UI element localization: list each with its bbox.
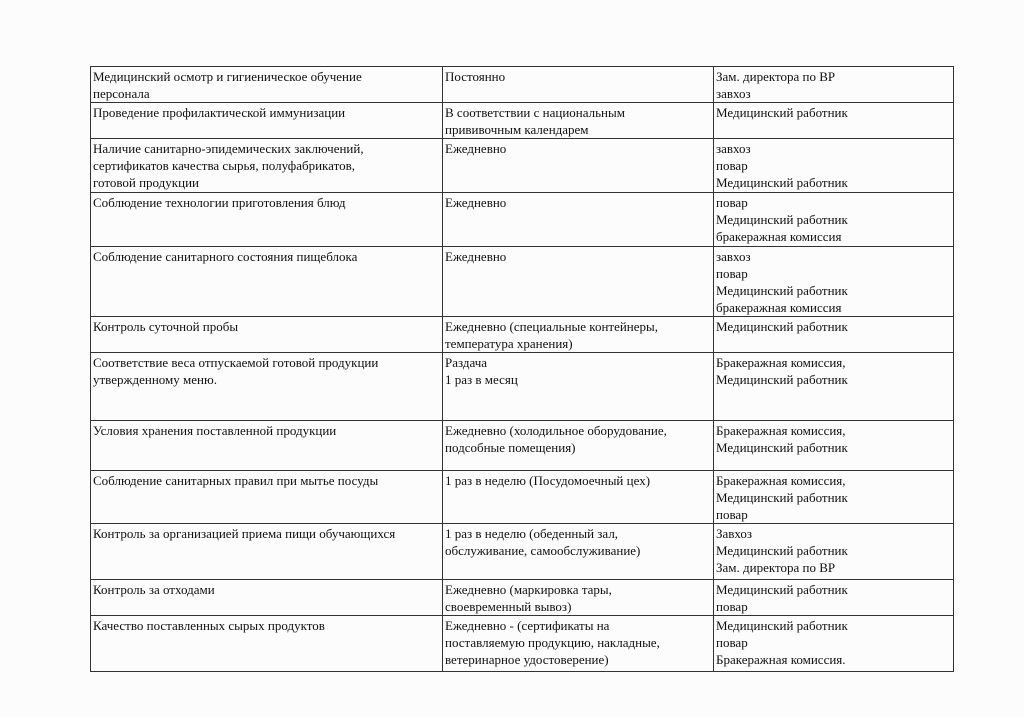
responsible-cell [714, 524, 954, 580]
table-row [91, 193, 954, 247]
cell-text-line: ветеринарное удостоверение) [445, 652, 609, 667]
table-row [91, 103, 954, 139]
table-row [91, 247, 954, 317]
cell-text-line: бракеражная комиссия [716, 300, 842, 315]
frequency-cell [443, 580, 714, 616]
cell-text-line: повар [716, 158, 748, 173]
cell-text-line: обслуживание, самообслуживание) [445, 543, 641, 558]
frequency-cell [443, 353, 714, 421]
control-item-cell [91, 67, 443, 103]
cell-text-line: Медицинский работник [716, 212, 848, 227]
control-item-cell [91, 580, 443, 616]
cell-text-line: 1 раз в неделю (Посудомоечный цех) [445, 473, 651, 488]
cell-text-line: В соответствии с национальным [445, 105, 625, 120]
cell-text-line: подсобные помещения) [445, 440, 576, 455]
control-item-cell [91, 524, 443, 580]
cell-text-line: Медицинский работник [716, 283, 848, 298]
cell-text-line: повар [716, 507, 748, 522]
responsible-cell [714, 421, 954, 471]
control-table [90, 66, 954, 672]
control-item-cell [91, 471, 443, 524]
cell-text-line: Проведение профилактической иммунизации [93, 105, 346, 120]
cell-text-line: завхоз [716, 141, 751, 156]
cell-text-line: персонала [93, 86, 150, 101]
cell-text-line: Наличие санитарно-эпидемических заключений, [93, 141, 364, 156]
cell-text-line: 1 раз в месяц [445, 372, 518, 387]
cell-text-line: повар [716, 599, 748, 614]
responsible-cell [714, 471, 954, 524]
cell-text-line: Медицинский работник [716, 543, 848, 558]
table-row [91, 67, 954, 103]
frequency-cell [443, 67, 714, 103]
frequency-cell [443, 524, 714, 580]
cell-text-line: Медицинский работник [716, 490, 848, 505]
cell-text-line: Ежедневно (специальные контейнеры, [445, 319, 659, 334]
cell-text-line: Бракеражная комиссия. [716, 652, 846, 667]
cell-text-line: утвержденному меню. [93, 372, 217, 387]
frequency-cell [443, 421, 714, 471]
responsible-cell [714, 353, 954, 421]
cell-text-line: завхоз [716, 249, 751, 264]
table-row [91, 421, 954, 471]
cell-text-line: Ежедневно [445, 249, 507, 264]
cell-text-line: повар [716, 266, 748, 281]
cell-text-line: Ежедневно - (сертификаты на [445, 618, 610, 633]
frequency-cell [443, 193, 714, 247]
cell-text-line: Соответствие веса отпускаемой готовой продукции [93, 355, 379, 370]
cell-text-line: температура хранения) [445, 336, 573, 351]
cell-text-line: бракеражная комиссия [716, 229, 842, 244]
cell-text-line: Медицинский осмотр и гигиеническое обучение [93, 69, 362, 84]
cell-text-line: Ежедневно (холодильное оборудование, [445, 423, 667, 438]
control-item-cell [91, 139, 443, 193]
cell-text-line: Соблюдение санитарных правил при мытье посуды [93, 473, 379, 488]
cell-text-line: Бракеражная комиссия, [716, 423, 846, 438]
responsible-cell [714, 317, 954, 353]
cell-text-line: Контроль суточной пробы [93, 319, 239, 334]
cell-text-line: Ежедневно (маркировка тары, [445, 582, 612, 597]
cell-text-line: 1 раз в неделю (обеденный зал, [445, 526, 619, 541]
responsible-cell [714, 580, 954, 616]
cell-text-line: повар [716, 195, 748, 210]
cell-text-line: Ежедневно [445, 141, 507, 156]
cell-text-line: Медицинский работник [716, 618, 848, 633]
cell-text-line: Ежедневно [445, 195, 507, 210]
control-item-cell [91, 103, 443, 139]
cell-text-line: повар [716, 635, 748, 650]
control-item-cell [91, 317, 443, 353]
table-row [91, 353, 954, 421]
responsible-cell [714, 193, 954, 247]
cell-text-line: Бракеражная комиссия, [716, 473, 846, 488]
frequency-cell [443, 139, 714, 193]
cell-text-line: сертификатов качества сырья, полуфабрикатов, [93, 158, 356, 173]
cell-text-line: прививочным календарем [445, 122, 589, 137]
table-row [91, 317, 954, 353]
cell-text-line: завхоз [716, 86, 751, 101]
frequency-cell [443, 103, 714, 139]
control-item-cell [91, 193, 443, 247]
frequency-cell [443, 616, 714, 672]
control-item-cell [91, 353, 443, 421]
cell-text-line: Условия хранения поставленной продукции [93, 423, 337, 438]
responsible-cell [714, 247, 954, 317]
cell-text-line: Соблюдение санитарного состояния пищеблока [93, 249, 358, 264]
cell-text-line: Контроль за отходами [93, 582, 215, 597]
control-item-cell [91, 421, 443, 471]
table-row [91, 524, 954, 580]
cell-text-line: Медицинский работник [716, 105, 848, 120]
cell-text-line: Раздача [445, 355, 488, 370]
responsible-cell [714, 616, 954, 672]
table-body [91, 67, 954, 672]
control-item-cell [91, 247, 443, 317]
cell-text-line: готовой продукции [93, 175, 199, 190]
table-row [91, 471, 954, 524]
responsible-cell [714, 103, 954, 139]
cell-text-line: Медицинский работник [716, 175, 848, 190]
cell-text-line: Медицинский работник [716, 582, 848, 597]
table-row [91, 580, 954, 616]
responsible-cell [714, 139, 954, 193]
responsible-cell [714, 67, 954, 103]
control-item-cell [91, 616, 443, 672]
cell-text-line: Контроль за организацией приема пищи обучающихся [93, 526, 396, 541]
cell-text-line: Бракеражная комиссия, [716, 355, 846, 370]
cell-text-line: Медицинский работник [716, 440, 848, 455]
table-row [91, 616, 954, 672]
cell-text-line: Зам. директора по ВР [716, 69, 836, 84]
frequency-cell [443, 317, 714, 353]
cell-text-line: своевременный вывоз) [445, 599, 572, 614]
cell-text-line: Зам. директора по ВР [716, 560, 836, 575]
cell-text-line: Соблюдение технологии приготовления блюд [93, 195, 346, 210]
table-row [91, 139, 954, 193]
cell-text-line: Постоянно [445, 69, 506, 84]
frequency-cell [443, 471, 714, 524]
cell-text-line: Качество поставленных сырых продуктов [93, 618, 325, 633]
cell-text-line: Медицинский работник [716, 372, 848, 387]
frequency-cell [443, 247, 714, 317]
cell-text-line: поставляемую продукцию, накладные, [445, 635, 660, 650]
cell-text-line: Завхоз [716, 526, 753, 541]
cell-text-line: Медицинский работник [716, 319, 848, 334]
